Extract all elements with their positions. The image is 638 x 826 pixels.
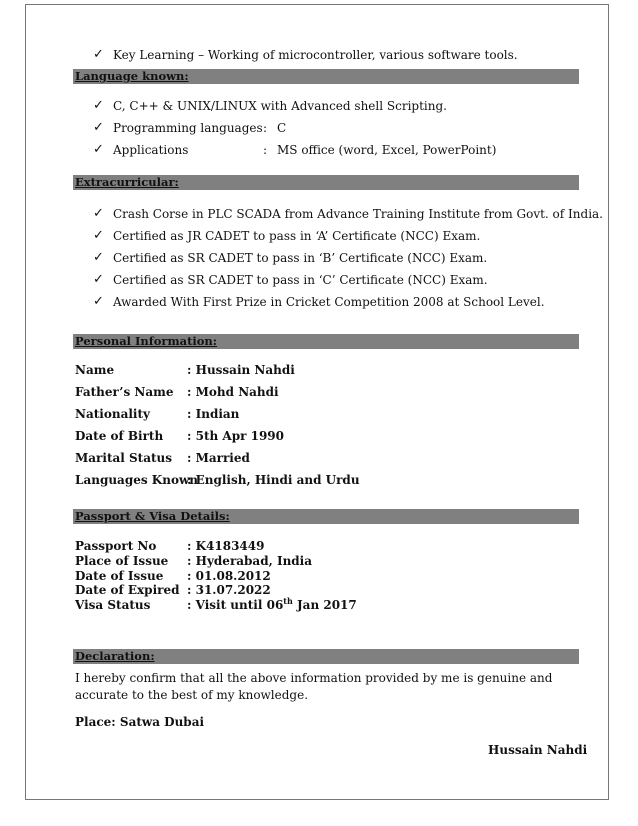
checkmark-icon: ✓ xyxy=(93,47,104,62)
language-item-sep: : xyxy=(263,121,268,135)
personal-value: : Married xyxy=(187,451,250,465)
passport-key: Passport No xyxy=(75,539,157,553)
place-line: Place: Satwa Dubai xyxy=(75,715,205,729)
checkmark-icon: ✓ xyxy=(93,250,104,265)
personal-key: Father’s Name xyxy=(75,385,174,399)
visa-key: Visa Status xyxy=(75,598,151,612)
checkmark-icon: ✓ xyxy=(93,142,104,157)
language-item-label: C, C++ & UNIX/LINUX with Advanced shell Scripting. xyxy=(113,99,447,113)
passport-key: Place of Issue xyxy=(75,554,169,568)
personal-key: Marital Status xyxy=(75,451,173,465)
passport-key: Date of Issue xyxy=(75,569,164,583)
passport-value: : 01.08.2012 xyxy=(187,569,271,583)
language-item-sep: : xyxy=(263,143,268,157)
extracurricular-item-text: Certified as SR CADET to pass in ‘C’ Certificate (NCC) Exam. xyxy=(113,273,488,287)
passport-value: : K4183449 xyxy=(187,539,265,553)
declaration-text: I hereby confirm that all the above information provided by me is genuine and accurate to the best of my knowledge. xyxy=(75,671,553,702)
personal-key: Name xyxy=(75,363,115,377)
personal-key: Date of Birth xyxy=(75,429,164,443)
key-learning-text: Key Learning – Working of microcontroller, various software tools. xyxy=(113,48,518,62)
personal-value: : Hussain Nahdi xyxy=(187,363,295,377)
language-item-value: MS office (word, Excel, PowerPoint) xyxy=(277,143,497,157)
passport-value: : Hyderabad, India xyxy=(187,554,313,568)
language-item-label: Programming languages xyxy=(113,121,263,135)
passport-value: : 31.07.2022 xyxy=(187,583,271,597)
visa-value: : Visit until 06th Jan 2017 xyxy=(187,596,357,612)
extracurricular-item-text: Awarded With First Prize in Cricket Competition 2008 at School Level. xyxy=(113,295,545,309)
personal-key: Languages Known xyxy=(75,473,198,487)
personal-heading: Personal Information: xyxy=(73,334,579,349)
checkmark-icon: ✓ xyxy=(93,294,104,309)
signature-name: Hussain Nahdi xyxy=(488,743,588,757)
checkmark-icon: ✓ xyxy=(93,120,104,135)
checkmark-icon: ✓ xyxy=(93,272,104,287)
language-item-value: C xyxy=(277,121,287,135)
declaration-heading: Declaration: xyxy=(73,649,579,664)
extracurricular-item-text: Certified as JR CADET to pass in ‘A’ Certificate (NCC) Exam. xyxy=(113,229,481,243)
passport-key: Date of Expired xyxy=(75,583,180,597)
personal-value: : Indian xyxy=(187,407,240,421)
personal-key: Nationality xyxy=(75,407,150,421)
extracurricular-heading: Extracurricular: xyxy=(73,175,579,190)
passport-heading: Passport & Visa Details: xyxy=(73,509,579,524)
checkmark-icon: ✓ xyxy=(93,228,104,243)
language-item-label: Applications xyxy=(113,143,189,157)
extracurricular-item-text: Certified as SR CADET to pass in ‘B’ Certificate (NCC) Exam. xyxy=(113,251,488,265)
checkmark-icon: ✓ xyxy=(93,206,104,221)
personal-value: : English, Hindi and Urdu xyxy=(187,473,360,487)
extracurricular-item-text: Crash Corse in PLC SCADA from Advance Training Institute from Govt. of India. xyxy=(113,207,603,221)
personal-value: : Mohd Nahdi xyxy=(187,385,279,399)
personal-value: : 5th Apr 1990 xyxy=(187,429,285,443)
language-heading: Language known: xyxy=(73,69,579,84)
checkmark-icon: ✓ xyxy=(93,98,104,113)
